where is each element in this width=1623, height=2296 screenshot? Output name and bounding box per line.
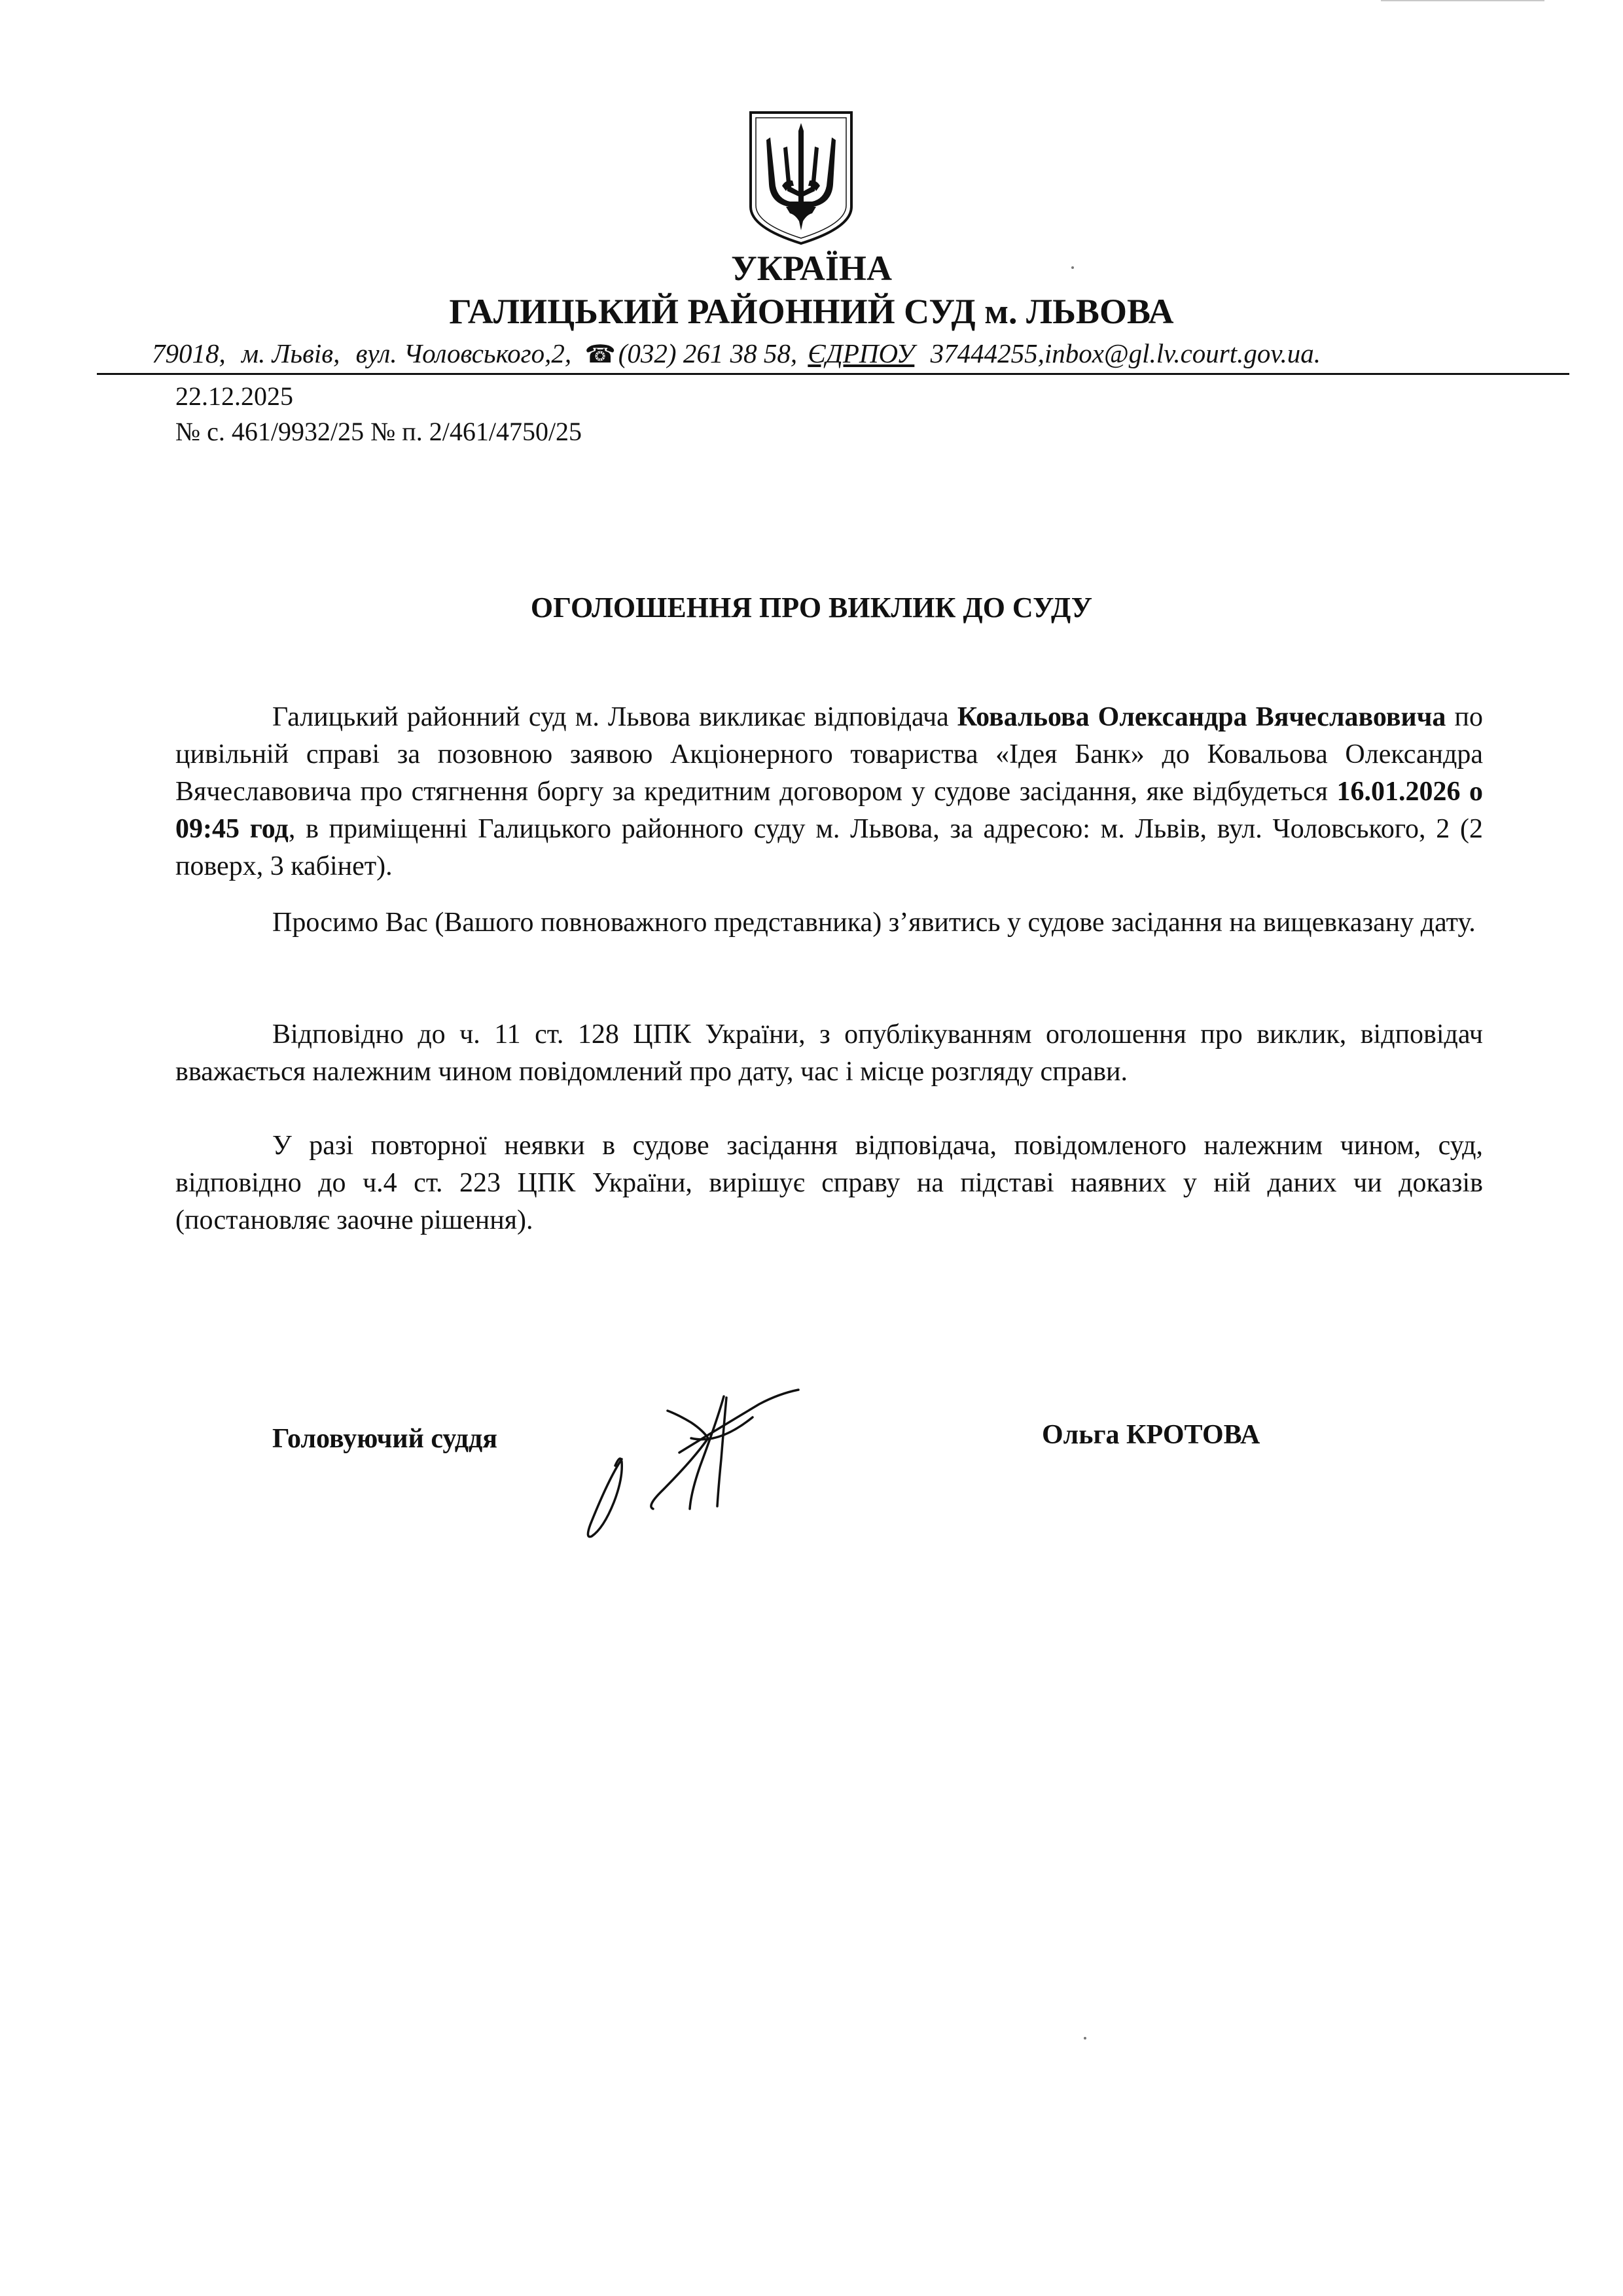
scan-speck <box>1084 2037 1086 2040</box>
country-heading: УКРАЇНА <box>731 249 892 288</box>
paragraph-text: Відповідно до ч. 11 ст. 128 ЦПК України, з опублікуванням оголошення про виклик, відповідач вважається належним чином повідомлений про дату, час і місце розгляду справи. <box>175 1019 1483 1087</box>
case-numbers: № с. 461/9932/25 № п. 2/461/4750/25 <box>175 417 582 446</box>
coat-of-arms-icon <box>747 109 855 247</box>
court-name-heading: ГАЛИЦЬКИЙ РАЙОННИЙ СУД м. ЛЬВОВА <box>449 292 1174 331</box>
paragraph-text: , в приміщенні Галицького районного суду м. Львова, за адресою: м. Львів, вул. Чоловського, 2 (2 поверх, 3 кабінет). <box>175 814 1483 881</box>
document-date: 22.12.2025 <box>175 381 293 411</box>
scan-edge-mark <box>1381 0 1544 4</box>
judge-title: Головуючий суддя <box>272 1424 497 1454</box>
paragraph-text: У разі повторної неявки в судове засідання відповідача, повідомленого належним чином, суд, відповідно до ч.4 ст. 223 ЦПК України, вирішує справу на підставі наявних у ній даних чи доказів (постановляє заочне рішення). <box>175 1131 1483 1235</box>
court-address-line <box>152 336 1552 370</box>
paragraph-text: Галицький районний суд м. Львова викликає відповідача <box>272 702 957 732</box>
address-street: вул. Чоловського,2, <box>355 338 572 368</box>
edrpou-label: ЄДРПОУ <box>808 338 915 368</box>
notice-paragraph-4 <box>175 1127 1483 1239</box>
judge-name: Ольга КРОТОВА <box>1042 1420 1260 1450</box>
address-city: м. Львів, <box>241 338 340 368</box>
address-phone: (032) 261 38 58, <box>618 338 798 368</box>
notice-paragraph-1 <box>175 699 1483 885</box>
edrpou-code-email: 37444255,inbox@gl.lv.court.gov.ua. <box>930 338 1321 368</box>
header-divider <box>97 373 1569 375</box>
paragraph-text: Просимо Вас (Вашого повноважного представника) з’явитись у судове засідання на вищевказану дату. <box>272 908 1476 938</box>
handwritten-signature <box>563 1354 903 1551</box>
notice-title: ОГОЛОШЕННЯ ПРО ВИКЛИК ДО СУДУ <box>530 592 1093 624</box>
paragraph-text: по цивільній справі за позовною заявою Акціонерного товариства «Ідея Банк» до Ковальова Олександра Вячеславовича про стягнення боргу за кредитним договором у судове засідання, яке відбудеться <box>175 702 1483 807</box>
address-postcode: 79018, <box>152 338 226 368</box>
telephone-icon: ☎ <box>584 341 616 368</box>
defendant-name: Ковальова Олександра Вячеславовича <box>957 702 1446 732</box>
notice-paragraph-3 <box>175 1016 1483 1091</box>
notice-paragraph-2 <box>175 904 1483 942</box>
hearing-datetime: 16.01.2026 о 09:45 год <box>175 777 1484 844</box>
